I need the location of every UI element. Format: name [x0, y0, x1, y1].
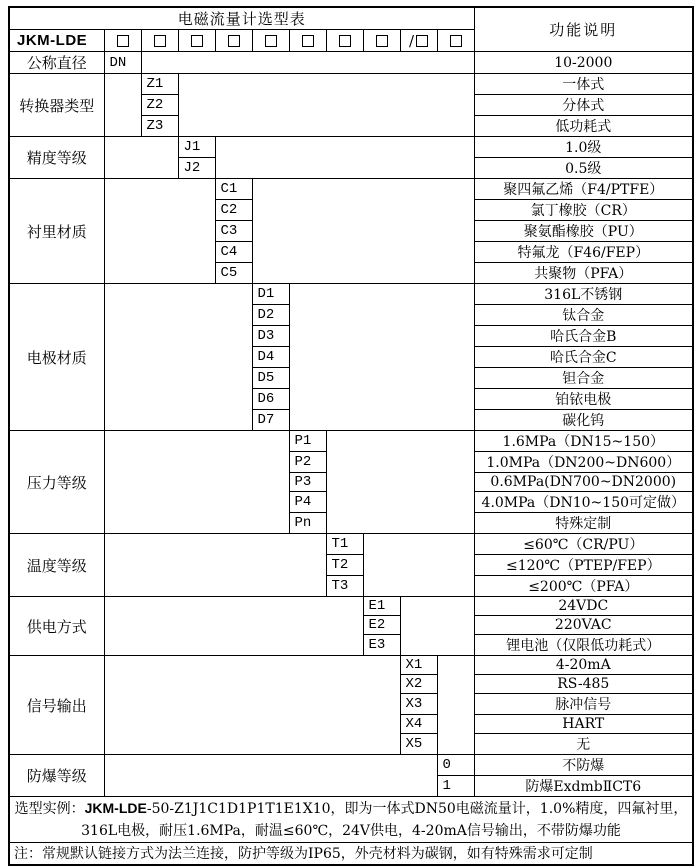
desc-E1: 24VDC: [474, 597, 693, 616]
example-label: 选型实例：: [14, 801, 85, 817]
desc-P1: 1.6MPa（DN15~150）: [474, 431, 693, 452]
code-D4: D4: [252, 347, 289, 368]
model-code-box-8: [363, 30, 400, 52]
desc-D6: 铂铱电极: [474, 389, 693, 410]
empty-right-electrode-material: [289, 284, 474, 431]
desc-D1: 316L不锈钢: [474, 284, 693, 305]
desc-X2: RS-485: [474, 675, 693, 694]
code-C4: C4: [215, 242, 252, 263]
code-D5: D5: [252, 368, 289, 389]
checkbox-icon[interactable]: [154, 35, 166, 47]
code-X5: X5: [400, 734, 437, 755]
code-0: 0: [437, 755, 474, 776]
checkbox-icon[interactable]: [416, 35, 428, 47]
code-J2: J2: [178, 158, 215, 179]
code-X4: X4: [400, 715, 437, 734]
example-model-code: JKM-LDE: [84, 800, 147, 816]
desc-Z1: 一体式: [474, 74, 693, 95]
checkbox-icon[interactable]: [376, 35, 388, 47]
empty-left-lining-material: [104, 179, 215, 284]
code-C2: C2: [215, 200, 252, 221]
desc-X4: HART: [474, 715, 693, 734]
code-C1: C1: [215, 179, 252, 200]
code-D6: D6: [252, 389, 289, 410]
example-line1-rest: -50-Z1J1C1D1P1T1E1X10，即为一体式DN50电磁流量计，1.0%精度，四氟衬里，: [146, 801, 688, 817]
code-J1: J1: [178, 137, 215, 158]
model-code-box-9: [400, 30, 437, 52]
empty-left-pressure-class: [104, 431, 289, 534]
code-D1: D1: [252, 284, 289, 305]
desc-C4: 特氟龙（F46/FEP）: [474, 242, 693, 263]
checkbox-icon[interactable]: [191, 35, 203, 47]
slash-mark: /: [408, 31, 415, 50]
desc-J2: 0.5级: [474, 158, 693, 179]
empty-right-lining-material: [252, 179, 474, 284]
desc-X5: 无: [474, 734, 693, 755]
section-label-accuracy-class: 精度等级: [9, 137, 104, 179]
code-1: 1: [437, 776, 474, 797]
empty-right-pressure-class: [326, 431, 474, 534]
desc-X3: 脉冲信号: [474, 694, 693, 715]
code-P4: P4: [289, 492, 326, 513]
code-T2: T2: [326, 555, 363, 576]
desc-T1: ≤60℃（CR/PU）: [474, 534, 693, 555]
section-label-nominal-diameter: 公称直径: [9, 52, 104, 74]
code-E3: E3: [363, 635, 400, 656]
empty-right-converter-type: [178, 74, 474, 137]
section-label-signal-output: 信号输出: [9, 656, 104, 755]
desc-D7: 碳化钨: [474, 410, 693, 431]
model-code-box-1: [104, 30, 141, 52]
desc-P3: 0.6MPa(DN700~DN2000): [474, 473, 693, 492]
code-X3: X3: [400, 694, 437, 715]
empty-left-explosion-proof-class: [104, 755, 437, 797]
desc-C5: 共聚物（PFA）: [474, 263, 693, 284]
code-DN: DN: [104, 52, 141, 74]
empty-right-nominal-diameter: [141, 52, 474, 74]
code-X2: X2: [400, 675, 437, 694]
section-label-electrode-material: 电极材质: [9, 284, 104, 431]
note-row: 注：常规默认链接方式为法兰连接，防护等级为IP65，外壳材料为碳钢，如有特殊需求可定制: [9, 843, 693, 865]
desc-D4: 哈氏合金C: [474, 347, 693, 368]
desc-DN: 10-2000: [474, 52, 693, 74]
desc-T3: ≤200℃（PFA）: [474, 576, 693, 597]
desc-Pn: 特殊定制: [474, 513, 693, 534]
code-D2: D2: [252, 305, 289, 326]
empty-right-accuracy-class: [215, 137, 474, 179]
model-code-box-4: [215, 30, 252, 52]
checkbox-icon[interactable]: [117, 35, 129, 47]
desc-0: 不防爆: [474, 755, 693, 776]
code-P3: P3: [289, 473, 326, 492]
desc-T2: ≤120℃（PTEP/FEP）: [474, 555, 693, 576]
code-D7: D7: [252, 410, 289, 431]
function-header: 功能说明: [474, 7, 693, 52]
code-E1: E1: [363, 597, 400, 616]
model-code-box-7: [326, 30, 363, 52]
code-E2: E2: [363, 616, 400, 635]
empty-left-power-supply: [104, 597, 363, 656]
model-prefix: JKM-LDE: [9, 30, 104, 52]
code-D3: D3: [252, 326, 289, 347]
section-label-power-supply: 供电方式: [9, 597, 104, 656]
desc-J1: 1.0级: [474, 137, 693, 158]
example-line1: [15, 801, 688, 817]
desc-C3: 聚氨酯橡胶（PU）: [474, 221, 693, 242]
desc-E3: 锂电池（仅限低功耗式）: [474, 635, 693, 656]
section-label-pressure-class: 压力等级: [9, 431, 104, 534]
empty-right-temperature-class: [363, 534, 474, 597]
desc-Z3: 低功耗式: [474, 116, 693, 137]
code-C5: C5: [215, 263, 252, 284]
empty-left-electrode-material: [104, 284, 252, 431]
checkbox-icon[interactable]: [302, 35, 314, 47]
code-T3: T3: [326, 576, 363, 597]
table-title: 电磁流量计选型表: [9, 7, 474, 30]
checkbox-icon[interactable]: [228, 35, 240, 47]
model-code-box-5: [252, 30, 289, 52]
code-Z3: Z3: [141, 116, 178, 137]
desc-D2: 钛合金: [474, 305, 693, 326]
example-line2: 316L电极，耐压1.6MPa，耐温≤60℃，24V供电，4-20mA信号输出，不带防爆功能: [81, 823, 621, 839]
code-Z1: Z1: [141, 74, 178, 95]
empty-right-power-supply: [400, 597, 474, 656]
desc-1: 防爆ExdmbⅡCT6: [474, 776, 693, 797]
code-Pn: Pn: [289, 513, 326, 534]
empty-right-signal-output: [437, 656, 474, 755]
section-label-temperature-class: 温度等级: [9, 534, 104, 597]
desc-P4: 4.0MPa（DN10~150可定做）: [474, 492, 693, 513]
code-P1: P1: [289, 431, 326, 452]
model-code-box-3: [178, 30, 215, 52]
desc-Z2: 分体式: [474, 95, 693, 116]
empty-left-signal-output: [104, 656, 400, 755]
code-Z2: Z2: [141, 95, 178, 116]
empty-left-temperature-class: [104, 534, 326, 597]
code-C3: C3: [215, 221, 252, 242]
desc-D5: 钽合金: [474, 368, 693, 389]
checkbox-icon[interactable]: [339, 35, 351, 47]
checkbox-icon[interactable]: [450, 35, 462, 47]
desc-P2: 1.0MPa（DN200~DN600）: [474, 452, 693, 473]
model-code-box-2: [141, 30, 178, 52]
selection-table: [8, 6, 694, 866]
section-label-explosion-proof-class: 防爆等级: [9, 755, 104, 797]
code-X1: X1: [400, 656, 437, 675]
empty-left-accuracy-class: [104, 137, 178, 179]
model-code-box-6: [289, 30, 326, 52]
desc-C1: 聚四氟乙烯（F4/PTFE）: [474, 179, 693, 200]
checkbox-icon[interactable]: [265, 35, 277, 47]
model-code-box-10: [437, 30, 474, 52]
code-P2: P2: [289, 452, 326, 473]
section-label-converter-type: 转换器类型: [9, 74, 104, 137]
example-row: [9, 797, 693, 843]
desc-C2: 氯丁橡胶（CR）: [474, 200, 693, 221]
section-label-lining-material: 衬里材质: [9, 179, 104, 284]
empty-left-converter-type: [104, 74, 141, 137]
desc-D3: 哈氏合金B: [474, 326, 693, 347]
desc-X1: 4-20mA: [474, 656, 693, 675]
code-T1: T1: [326, 534, 363, 555]
desc-E2: 220VAC: [474, 616, 693, 635]
